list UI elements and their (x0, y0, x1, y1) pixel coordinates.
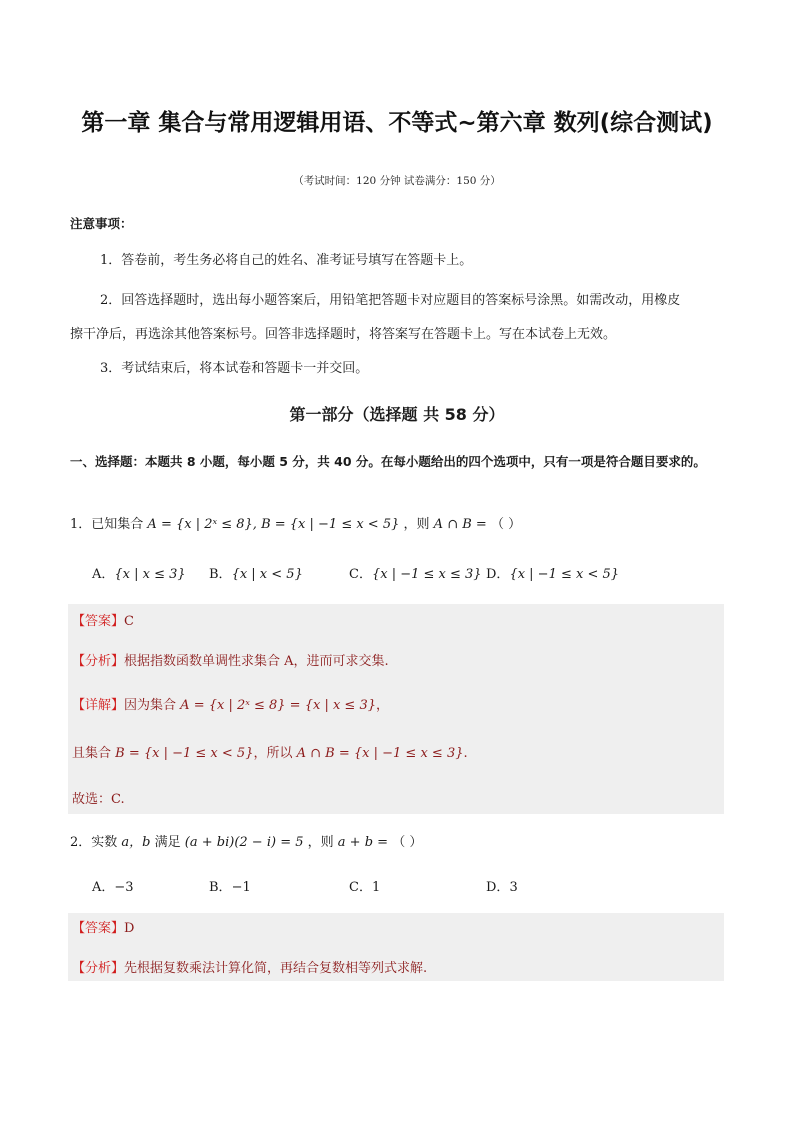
q1-option-b (209, 563, 303, 582)
option-text: −3 (114, 880, 134, 895)
math-expression: A = {x | 2ˣ ≤ 8}, B = {x | −1 ≤ x < 5} (147, 517, 400, 532)
option-label: C． (349, 880, 372, 895)
answer-paren: （ ） (490, 517, 522, 532)
analysis-text: 根据指数函数单调性求集合 A，进而可求交集. (124, 654, 389, 669)
q1-option-a (92, 563, 186, 582)
detail-text: ， (375, 698, 389, 713)
q2-option-b (209, 876, 251, 895)
option-text: 3 (509, 880, 518, 895)
option-label: B． (209, 880, 232, 895)
question-prefix: 2．实数 (70, 835, 118, 850)
note-text: 1．答卷前，考生务必将自己的姓名、准考证号填写在答题卡上。 (100, 253, 473, 268)
page-title: 第一章 集合与常用逻辑用语、不等式~第六章 数列(综合测试) (81, 110, 713, 136)
q1-option-d (486, 563, 619, 582)
notes-heading: 注意事项： (70, 216, 133, 231)
q1-detail-line-1 (72, 694, 389, 713)
answer-tag: 【答案】 (72, 614, 125, 629)
detail-text: ，所以 (253, 746, 293, 761)
option-text: {x | −1 ≤ x < 5} (509, 567, 620, 582)
note-item-1 (70, 244, 730, 278)
option-label: D． (486, 880, 510, 895)
q1-option-c (349, 563, 482, 582)
option-label: A． (92, 567, 115, 582)
option-label: D． (486, 567, 510, 582)
analysis-tag: 【分析】 (72, 961, 125, 976)
note-text: 3．考试结束后，将本试卷和答题卡一并交回。 (100, 361, 369, 376)
question-2-stem (70, 831, 422, 850)
analysis-tag: 【分析】 (72, 654, 125, 669)
q2-solution-box (68, 913, 724, 981)
note-item-2 (70, 284, 730, 352)
question-1-stem (70, 513, 521, 532)
option-text: {x | x < 5} (231, 567, 303, 582)
math-vars: a，b (121, 835, 151, 850)
math-expression: A ∩ B = (433, 517, 487, 532)
analysis-text: 先根据复数乘法计算化简，再结合复数相等列式求解. (124, 961, 428, 976)
conclusion-text: 故选：C. (72, 792, 125, 807)
option-label: B． (209, 567, 232, 582)
question-text: ，则 (307, 835, 334, 850)
note-text: 2．回答选择题时，选出每小题答案后，用铅笔把答题卡对应题目的答案标号涂黑。如需改动，用橡皮 (100, 293, 681, 308)
answer-tag: 【答案】 (72, 921, 125, 936)
math-expression: A = {x | 2ˣ ≤ 8} = {x | x ≤ 3} (180, 698, 376, 713)
detail-text: . (463, 746, 468, 761)
detail-text: 且集合 (72, 746, 112, 761)
answer-value: C (124, 614, 134, 629)
option-text: {x | −1 ≤ x ≤ 3} (371, 567, 482, 582)
math-expression: a + b = (337, 835, 389, 850)
option-text: −1 (231, 880, 251, 895)
section-intro: 一、选择题：本题共 8 小题，每小题 5 分，共 40 分。在每小题给出的四个选项中，只有一项是符合题目要求的。 (70, 454, 706, 469)
math-expression: (a + bi)(2 − i) = 5 (184, 835, 304, 850)
q2-option-c (349, 876, 380, 895)
detail-text: 因为集合 (124, 698, 177, 713)
option-label: C． (349, 567, 372, 582)
option-text: {x | x ≤ 3} (114, 567, 186, 582)
math-expression: B = {x | −1 ≤ x < 5} (115, 746, 254, 761)
note-item-3 (70, 352, 730, 386)
answer-value: D (124, 921, 135, 936)
option-text: 1 (371, 880, 381, 895)
question-text: ，则 (403, 517, 430, 532)
question-text: 满足 (154, 835, 181, 850)
q2-option-d (486, 876, 518, 895)
q1-analysis (72, 650, 389, 669)
option-label: A． (92, 880, 115, 895)
q1-answer (72, 610, 134, 629)
math-expression: A ∩ B = {x | −1 ≤ x ≤ 3} (296, 746, 464, 761)
part-heading: 第一部分（选择题 共 58 分） (289, 405, 505, 424)
q1-conclusion (72, 788, 125, 807)
answer-paren: （ ） (392, 835, 423, 850)
q2-option-a (92, 876, 134, 895)
q1-detail-line-2 (72, 742, 468, 761)
q2-analysis (72, 957, 427, 976)
exam-time-info: （考试时间：120 分钟 试卷满分：150 分） (293, 175, 501, 187)
note-text: 擦干净后，再选涂其他答案标号。回答非选择题时，将答案写在答题卡上。写在本试卷上无效。 (70, 327, 617, 342)
question-prefix: 1．已知集合 (70, 517, 144, 532)
detail-tag: 【详解】 (72, 698, 125, 713)
q1-solution-box (68, 604, 724, 814)
q2-answer (72, 917, 134, 936)
